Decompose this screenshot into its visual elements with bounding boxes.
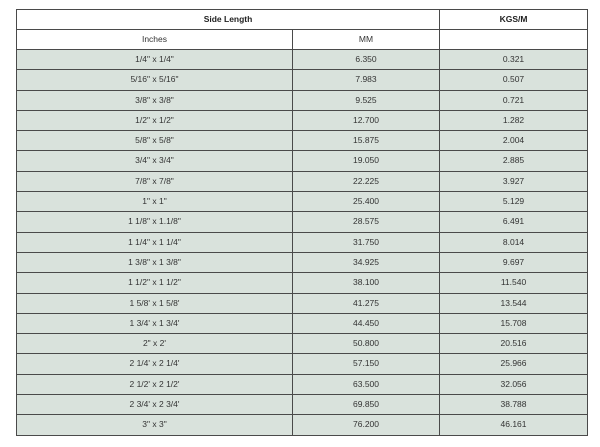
kgs-cell: 46.161 <box>440 415 588 435</box>
kgs-cell: 8.014 <box>440 232 588 252</box>
mm-cell: 57.150 <box>293 354 440 374</box>
inches-cell: 2 3/4' x 2 3/4' <box>17 395 293 415</box>
kgs-cell: 25.966 <box>440 354 588 374</box>
kgs-cell: 15.708 <box>440 313 588 333</box>
table-row <box>17 151 588 171</box>
table-row <box>17 90 588 110</box>
mm-cell: 50.800 <box>293 334 440 354</box>
kgs-subheader <box>440 30 588 50</box>
kgs-cell: 13.544 <box>440 293 588 313</box>
mm-cell: 25.400 <box>293 192 440 212</box>
header-row <box>17 10 588 30</box>
table-row <box>17 354 588 374</box>
inches-cell: 1 5/8' x 1 5/8' <box>17 293 293 313</box>
inches-cell: 1/2" x 1/2" <box>17 110 293 130</box>
weight-table <box>16 9 588 436</box>
mm-cell: 6.350 <box>293 50 440 70</box>
inches-cell: 3/4" x 3/4" <box>17 151 293 171</box>
inches-cell: 2" x 2' <box>17 334 293 354</box>
kgs-cell: 1.282 <box>440 110 588 130</box>
table-row <box>17 131 588 151</box>
kgs-cell: 32.056 <box>440 374 588 394</box>
mm-cell: 41.275 <box>293 293 440 313</box>
table-row <box>17 395 588 415</box>
kgs-cell: 0.507 <box>440 70 588 90</box>
table-row <box>17 334 588 354</box>
inches-cell: 1 1/8" x 1.1/8" <box>17 212 293 232</box>
table-body <box>17 50 588 436</box>
side-length-header: Side Length <box>17 10 440 30</box>
subheader-row <box>17 30 588 50</box>
inches-cell: 3" x 3" <box>17 415 293 435</box>
table-row <box>17 50 588 70</box>
table-row <box>17 171 588 191</box>
inches-cell: 1 1/2" x 1 1/2" <box>17 273 293 293</box>
table-row <box>17 313 588 333</box>
kgs-per-m-header: KGS/M <box>440 10 588 30</box>
inches-cell: 1 1/4" x 1 1/4" <box>17 232 293 252</box>
kgs-cell: 3.927 <box>440 171 588 191</box>
mm-cell: 9.525 <box>293 90 440 110</box>
inches-cell: 1" x 1" <box>17 192 293 212</box>
table-row <box>17 273 588 293</box>
kgs-cell: 0.721 <box>440 90 588 110</box>
table-row <box>17 252 588 272</box>
kgs-cell: 0.321 <box>440 50 588 70</box>
kgs-cell: 2.004 <box>440 131 588 151</box>
mm-cell: 28.575 <box>293 212 440 232</box>
inches-cell: 2 1/4' x 2 1/4' <box>17 354 293 374</box>
mm-cell: 69.850 <box>293 395 440 415</box>
table-row <box>17 232 588 252</box>
inches-cell: 5/8" x 5/8" <box>17 131 293 151</box>
kgs-cell: 20.516 <box>440 334 588 354</box>
inches-header: Inches <box>17 30 293 50</box>
inches-cell: 1 3/8" x 1 3/8" <box>17 252 293 272</box>
inches-cell: 3/8" x 3/8" <box>17 90 293 110</box>
mm-cell: 12.700 <box>293 110 440 130</box>
table-row <box>17 212 588 232</box>
inches-cell: 7/8" x 7/8" <box>17 171 293 191</box>
table-row <box>17 293 588 313</box>
table-container <box>16 9 587 436</box>
mm-cell: 19.050 <box>293 151 440 171</box>
kgs-cell: 38.788 <box>440 395 588 415</box>
table-row <box>17 374 588 394</box>
kgs-cell: 2.885 <box>440 151 588 171</box>
mm-cell: 44.450 <box>293 313 440 333</box>
mm-cell: 7.983 <box>293 70 440 90</box>
mm-cell: 34.925 <box>293 252 440 272</box>
mm-header: MM <box>293 30 440 50</box>
table-row <box>17 415 588 435</box>
kgs-cell: 6.491 <box>440 212 588 232</box>
mm-cell: 38.100 <box>293 273 440 293</box>
mm-cell: 63.500 <box>293 374 440 394</box>
mm-cell: 31.750 <box>293 232 440 252</box>
inches-cell: 2 1/2' x 2 1/2' <box>17 374 293 394</box>
kgs-cell: 9.697 <box>440 252 588 272</box>
inches-cell: 5/16" x 5/16" <box>17 70 293 90</box>
table-row <box>17 70 588 90</box>
table-row <box>17 192 588 212</box>
mm-cell: 76.200 <box>293 415 440 435</box>
table-header <box>17 10 588 50</box>
table-row <box>17 110 588 130</box>
kgs-cell: 11.540 <box>440 273 588 293</box>
kgs-cell: 5.129 <box>440 192 588 212</box>
mm-cell: 22.225 <box>293 171 440 191</box>
inches-cell: 1 3/4' x 1 3/4' <box>17 313 293 333</box>
mm-cell: 15.875 <box>293 131 440 151</box>
inches-cell: 1/4" x 1/4" <box>17 50 293 70</box>
